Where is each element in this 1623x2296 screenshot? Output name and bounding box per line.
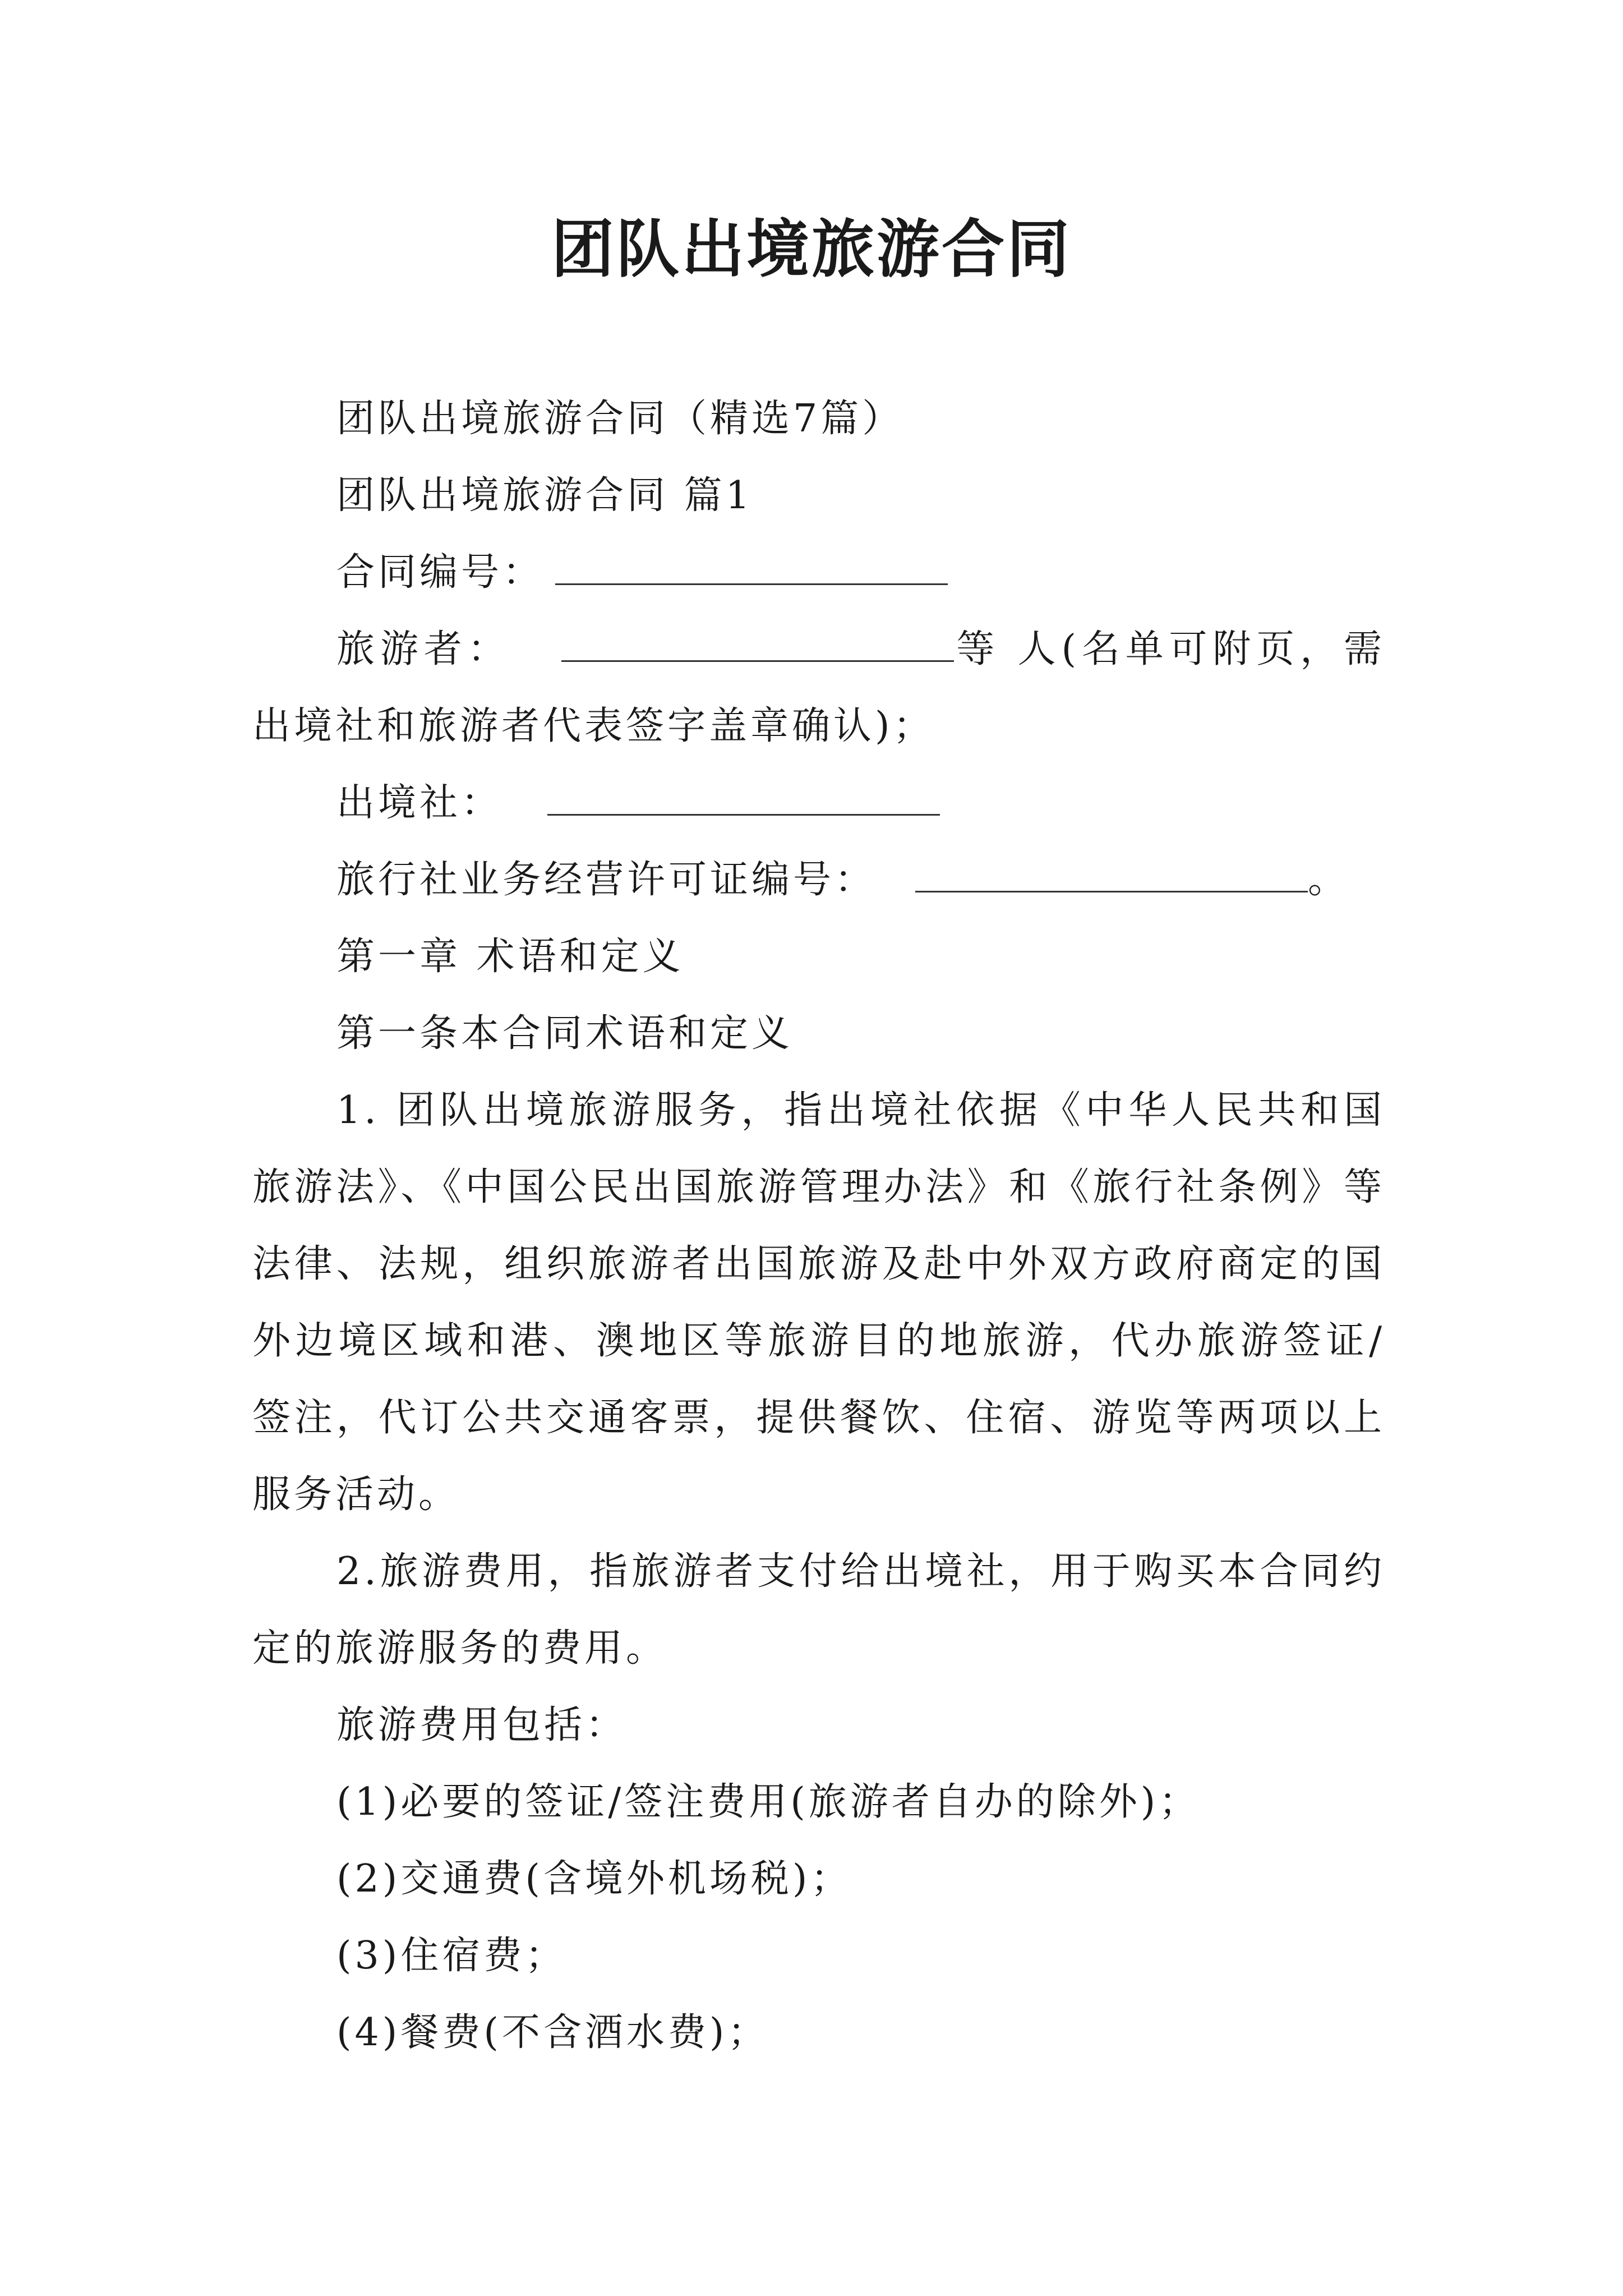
paragraph-traveler [252,611,1385,765]
paragraph-subtitle: 团队出境旅游合同（精选7篇） [336,397,904,441]
traveler-label: 旅游者： [336,627,511,671]
paragraph-fee-item-1: (1)必要的签证/签注费用(旅游者自办的除外)； [336,1780,1201,1824]
paragraph-license [252,841,1385,918]
document-body [252,380,1385,2071]
agency-blank [547,770,940,816]
paragraph-article-heading: 第一条本合同术语和定义 [336,1011,794,1056]
paragraph-agency [252,765,1385,841]
paragraph-chapter-heading: 第一章 术语和定义 [336,935,684,979]
contract-number-label: 合同编号： [336,550,545,595]
paragraph-fees-intro: 旅游费用包括： [336,1703,628,1747]
license-blank [915,847,1308,892]
paragraph-section-heading: 团队出境旅游合同 篇1 [336,473,753,518]
traveler-note: 等 人(名单可附页，需出境社和旅游者代表签字盖章确认)； [252,627,1385,748]
paragraph-definition-1: 1. 团队出境旅游服务，指出境社依据《中华人民共和国旅游法》、《中国公民出国旅游管理办法》和《旅行社条例》等法律、法规，组织旅游者出国旅游及赴中外双方政府商定的国外边境区域和港、澳地区等旅游目的地旅游，代办旅游签证/签注，代订公共交通客票，提供餐饮、住宿、游览等两项以上服务活动。 [252,1088,1385,1517]
contract-number-blank [555,540,948,585]
paragraph-fee-item-3: (3)住宿费； [336,1934,567,1978]
agency-label: 出境社： [336,781,503,825]
license-label: 旅行社业务经营许可证编号： [336,858,877,902]
document-title: 团队出境旅游合同 [551,213,1072,286]
paragraph-definition-2: 2.旅游费用，指旅游者支付给出境社，用于购买本合同约定的旅游服务的费用。 [252,1549,1385,1671]
paragraph-fee-item-2: (2)交通费(含境外机场税)； [336,1857,852,1901]
paragraph-contract-number [252,534,1385,611]
traveler-blank [561,616,954,662]
license-end: 。 [1308,858,1350,902]
paragraph-fee-item-4: (4)餐费(不含酒水费)； [336,2010,769,2055]
